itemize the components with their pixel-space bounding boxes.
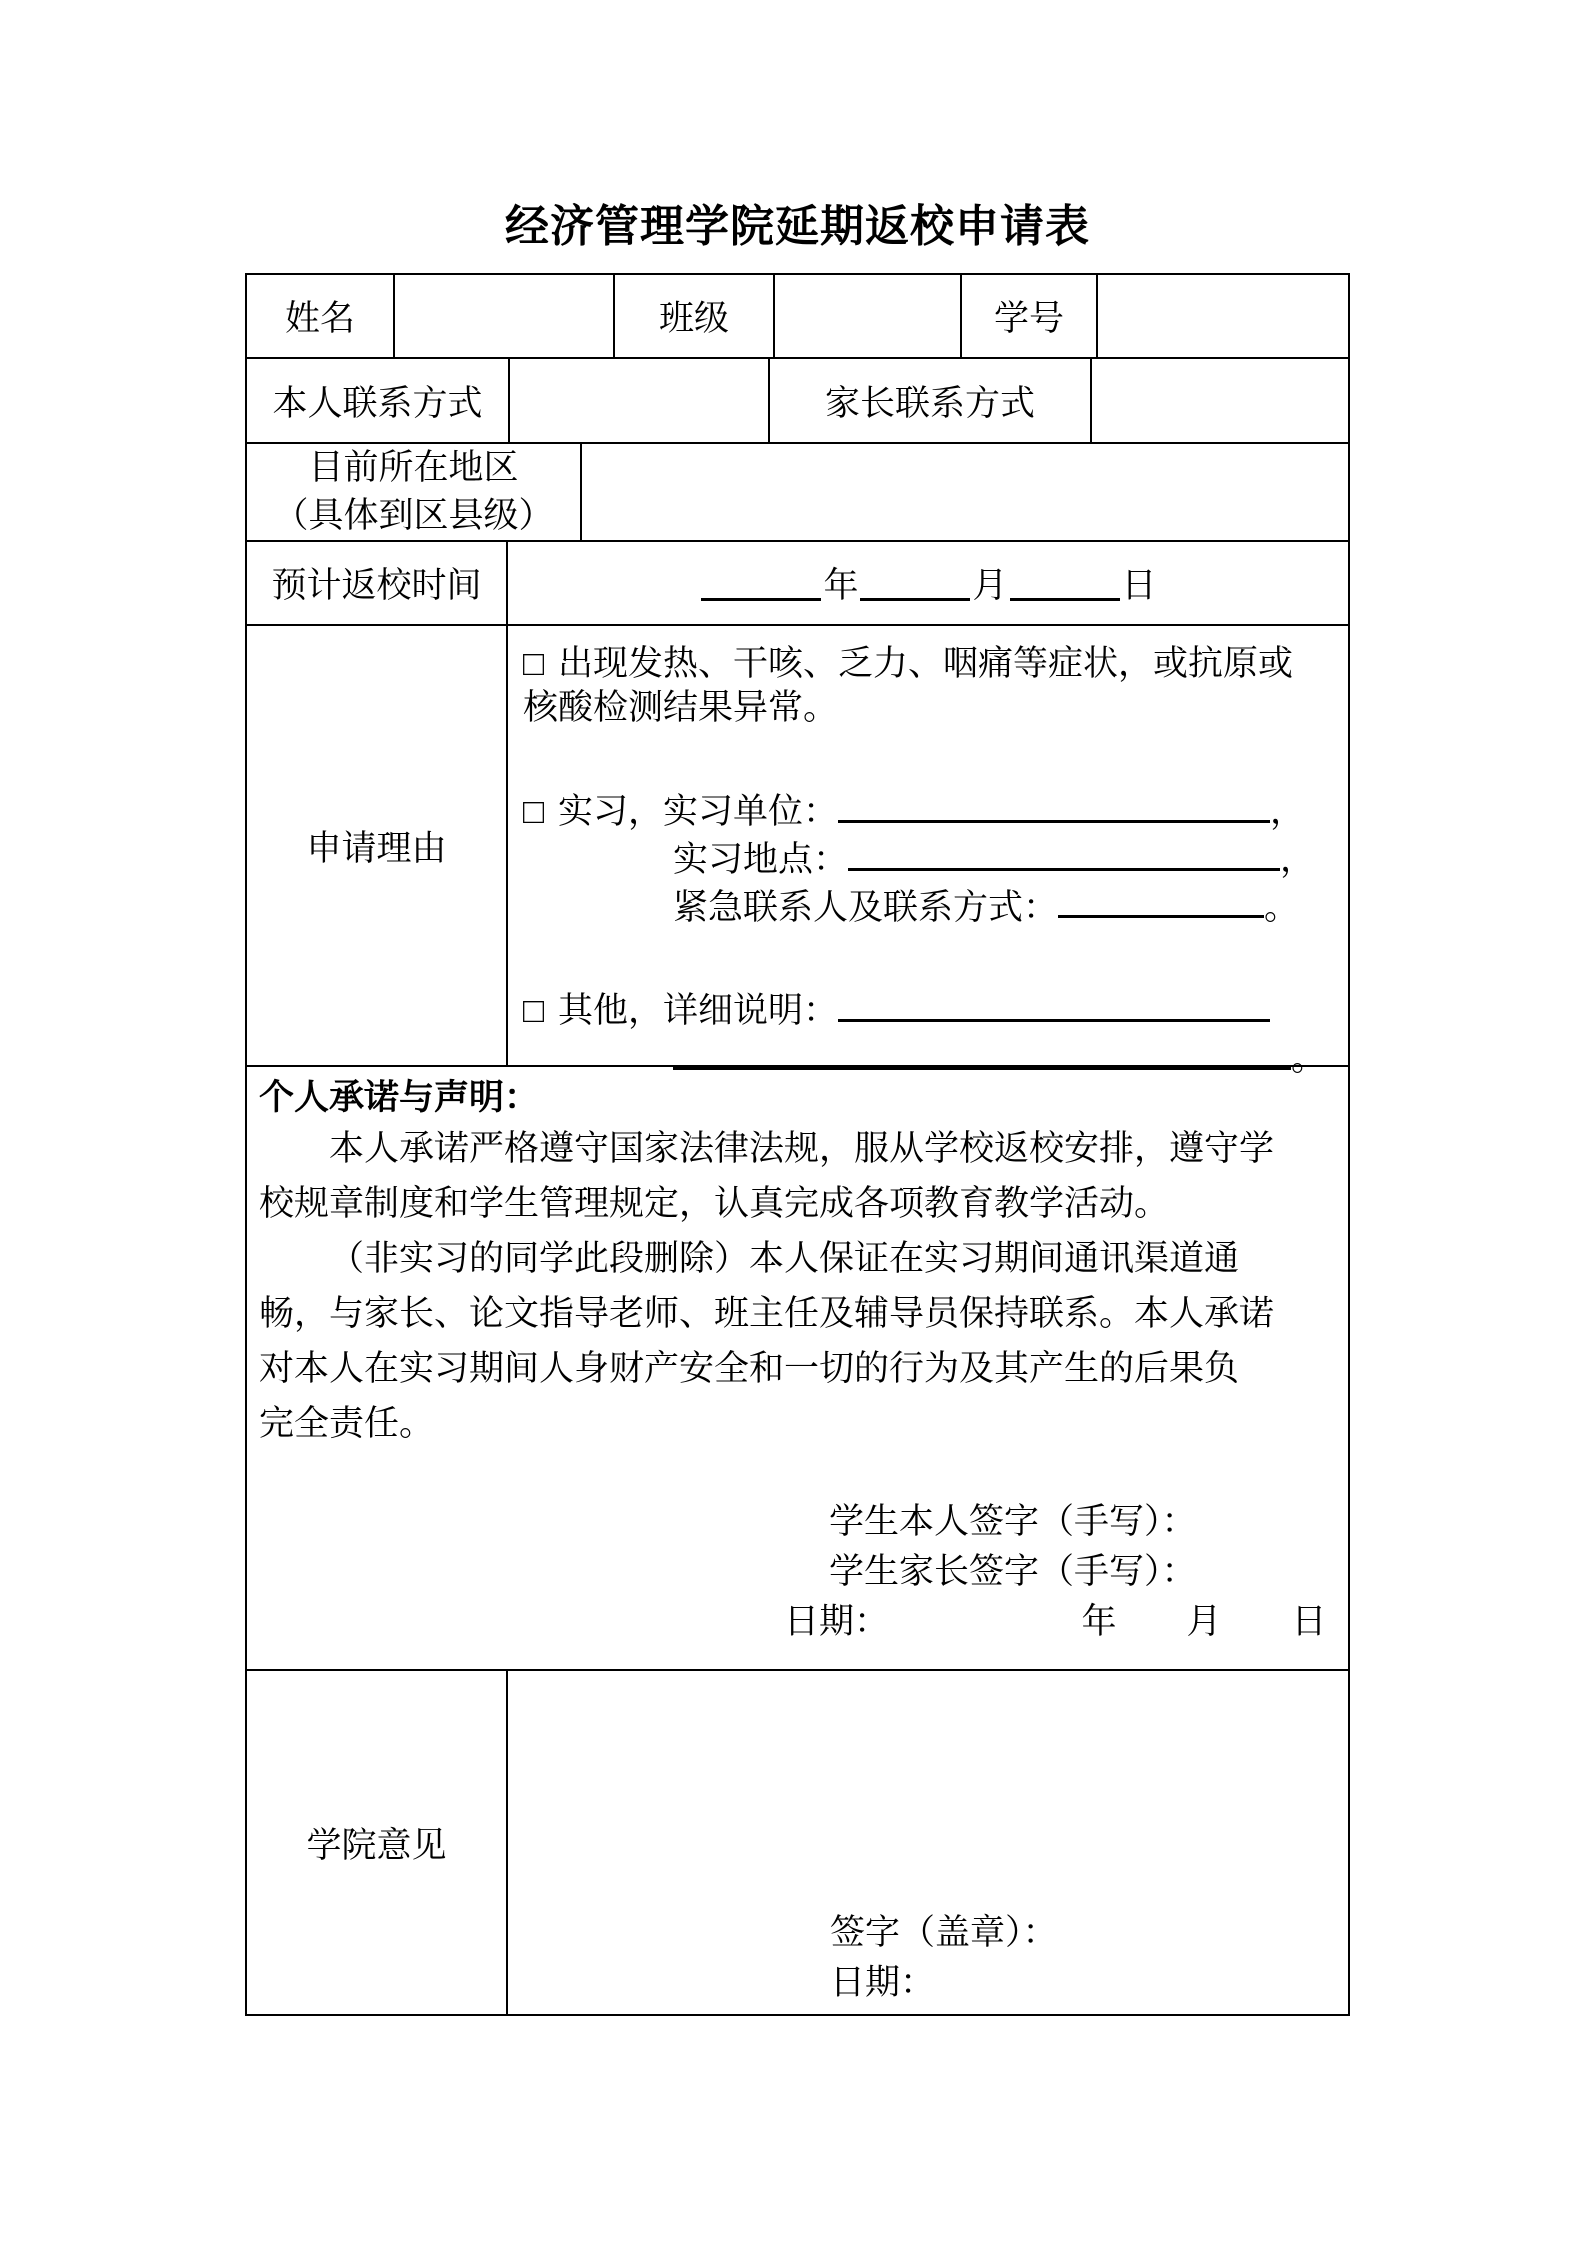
return-day-blank[interactable] [1010, 565, 1120, 602]
emergency-label: 紧急联系人及联系方式： [673, 887, 1059, 927]
name-label: 姓名 [247, 275, 395, 357]
row-identity [247, 275, 1348, 359]
signature-date-line[interactable]: 日期： 年 月 日 [784, 1602, 1327, 1641]
college-date-label[interactable]: 日期： [830, 1963, 936, 2002]
reason-option-symptom [523, 642, 1336, 686]
return-time-label: 预计返校时间 [247, 542, 508, 624]
comma-2: ， [1280, 839, 1316, 879]
self-contact-label: 本人联系方式 [247, 359, 510, 442]
region-label-line1: 目前所在地区 [308, 448, 519, 487]
period-2: 。 [1291, 1038, 1327, 1078]
row-region [247, 444, 1348, 542]
month-unit: 月 [972, 566, 1008, 605]
class-label: 班级 [615, 275, 775, 357]
reason-option-internship [523, 786, 1336, 834]
year-unit: 年 [823, 566, 859, 605]
student-signature-label[interactable]: 学生本人签字（手写）： [829, 1502, 1197, 1541]
parent-contact-input-cell[interactable] [1092, 359, 1348, 442]
signature-block [259, 1497, 1340, 1647]
internship-unit-blank[interactable] [838, 786, 1270, 823]
class-input-cell[interactable] [775, 275, 962, 357]
page-title: 经济管理学院延期返校申请表 [505, 202, 1090, 251]
commitment-heading: 个人承诺与声明： [259, 1078, 540, 1117]
reason-options-cell [508, 626, 1348, 1078]
internship-checkbox-icon[interactable]: □ [523, 791, 545, 831]
return-time-input-cell [508, 542, 1348, 624]
student-id-label: 学号 [962, 275, 1098, 357]
other-prefix: 其他，详细说明： [558, 991, 839, 1030]
region-input-cell[interactable] [582, 444, 1348, 540]
return-month-blank[interactable] [860, 565, 970, 602]
region-label-line2: （具体到区县级） [273, 496, 554, 535]
other-blank-line1[interactable] [838, 985, 1270, 1022]
commitment-para2-line2: 畅，与家长、论文指导老师、班主任及辅导员保持联系。本人承诺 [259, 1294, 1275, 1333]
emergency-contact-line [523, 882, 1336, 930]
internship-location-line [523, 834, 1336, 882]
period-1: 。 [1264, 887, 1300, 927]
location-blank[interactable] [848, 834, 1280, 871]
parent-contact-label: 家长联系方式 [770, 359, 1092, 442]
location-label: 实习地点： [673, 839, 849, 879]
commitment-para1-line2: 校规章制度和学生管理规定，认真完成各项教育教学活动。 [259, 1184, 1170, 1223]
row-college-opinion [247, 1671, 1348, 2014]
reason-label: 申请理由 [247, 626, 508, 1065]
day-unit: 日 [1121, 566, 1157, 605]
return-year-blank[interactable] [701, 565, 821, 602]
application-form-table [245, 273, 1350, 2016]
college-sign-block [830, 1908, 1058, 2008]
internship-prefix: 实习，实习单位： [558, 791, 839, 831]
region-label [247, 444, 582, 540]
row-commitment [247, 1067, 1348, 1671]
reason-option-other [523, 985, 1336, 1033]
other-blank-line2[interactable] [673, 1033, 1291, 1070]
self-contact-input-cell[interactable] [510, 359, 770, 442]
student-id-input-cell[interactable] [1098, 275, 1348, 357]
symptom-text-line1: 出现发热、干咳、乏力、咽痛等症状，或抗原或 [558, 644, 1294, 683]
comma-1: ， [1270, 791, 1306, 831]
commitment-para1-line1: 本人承诺严格遵守国家法律法规，服从学校返校安排，遵守学 [329, 1129, 1275, 1168]
emergency-blank[interactable] [1058, 882, 1264, 919]
row-return-time [247, 542, 1348, 626]
symptom-checkbox-icon[interactable]: □ [523, 644, 545, 683]
commitment-cell [247, 1067, 1348, 1669]
parent-signature-label[interactable]: 学生家长签字（手写）： [829, 1552, 1197, 1591]
row-reason [247, 626, 1348, 1078]
commitment-para2-line4: 完全责任。 [259, 1404, 435, 1443]
reason-option-symptom-line2: 核酸检测结果异常。 [523, 688, 839, 727]
commitment-para2-line1: （非实习的同学此段删除）本人保证在实习期间通讯渠道通 [329, 1239, 1240, 1278]
other-checkbox-icon[interactable]: □ [523, 991, 545, 1030]
commitment-para2-line3: 对本人在实习期间人身财产安全和一切的行为及其产生的后果负 [259, 1349, 1240, 1388]
college-sign-label[interactable]: 签字（盖章）： [830, 1913, 1058, 1952]
college-opinion-label: 学院意见 [247, 1671, 508, 2014]
name-input-cell[interactable] [395, 275, 615, 357]
college-opinion-input-cell[interactable] [508, 1671, 1348, 2014]
row-contacts [247, 359, 1348, 444]
